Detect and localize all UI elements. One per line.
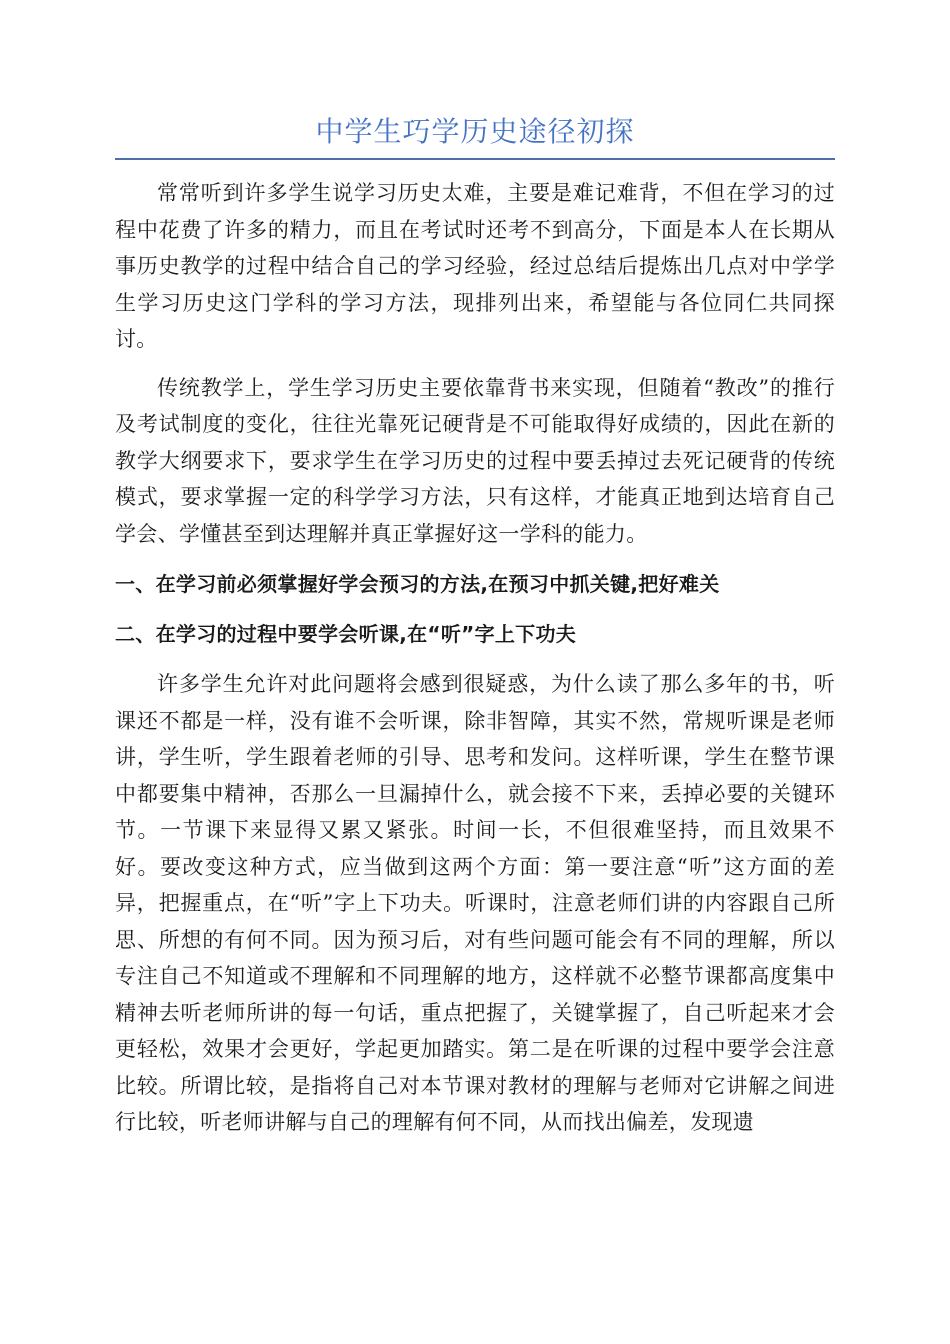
document-body xyxy=(115,175,835,1141)
section-heading-2: 二、在学习的过程中要学会听课,在“听”字上下功夫 xyxy=(115,622,577,646)
intro-paragraph: 常常听到许多学生说学习历史太难，主要是难记难背，不但在学习的过程中花费了许多的精力，而且在考试时还考不到高分，下面是本人在长期从事历史教学的过程中结合自己的学习经验，经过总结后提炼出几点对中学学生学习历史这门学科的学习方法，现排列出来，希望能与各位同仁共同探讨。 xyxy=(115,181,835,351)
title-block xyxy=(115,108,835,160)
section-heading-1: 一、在学习前必须掌握好学会预习的方法,在预习中抓关键,把好难关 xyxy=(115,572,720,596)
listening-paragraph: 许多学生允许对此问题将会感到很疑惑，为什么读了那么多年的书，听课还不都是一样，没有谁不会听课，除非智障，其实不然，常规听课是老师讲，学生听，学生跟着老师的引导、思考和发问。这样听课，学生在整节课中都要集中精神，否那么一旦漏掉什么，就会接不下来，丢掉必要的关键环节。一节课下来显得又累又紧张。时间一长，不但很难坚持，而且效果不好。要改变这种方式，应当做到这两个方面：第一要注意“听”这方面的差异，把握重点，在“听”字上下功夫。听课时，注意老师们讲的内容跟自己所思、所想的有何不同。因为预习后，对有些问题可能会有不同的理解，所以专注自己不知道或不理解和不同理解的地方，这样就不必整节课都高度集中精神去听老师所讲的每一句话，重点把握了，关键掌握了，自己听起来才会更轻松，效果才会更好，学起更加踏实。第二是在听课的过程中要学会注意比较。所谓比较，是指将自己对本节课对教材的理解与老师对它讲解之间进行比较，听老师讲解与自己的理解有何不同，从而找出偏差，发现遗 xyxy=(115,672,835,1134)
document-title: 中学生巧学历史途径初探 xyxy=(315,115,635,148)
tradition-paragraph: 传统教学上，学生学习历史主要依靠背书来实现，但随着“教改”的推行及考试制度的变化，往往光靠死记硬背是不可能取得好成绩的，因此在新的教学大纲要求下，要求学生在学习历史的过程中要丢掉过去死记硬背的传统模式，要求掌握一定的科学学习方法，只有这样，才能真正地到达培育自己学会、学懂甚至到达理解并真正掌握好这一学科的能力。 xyxy=(115,375,835,546)
